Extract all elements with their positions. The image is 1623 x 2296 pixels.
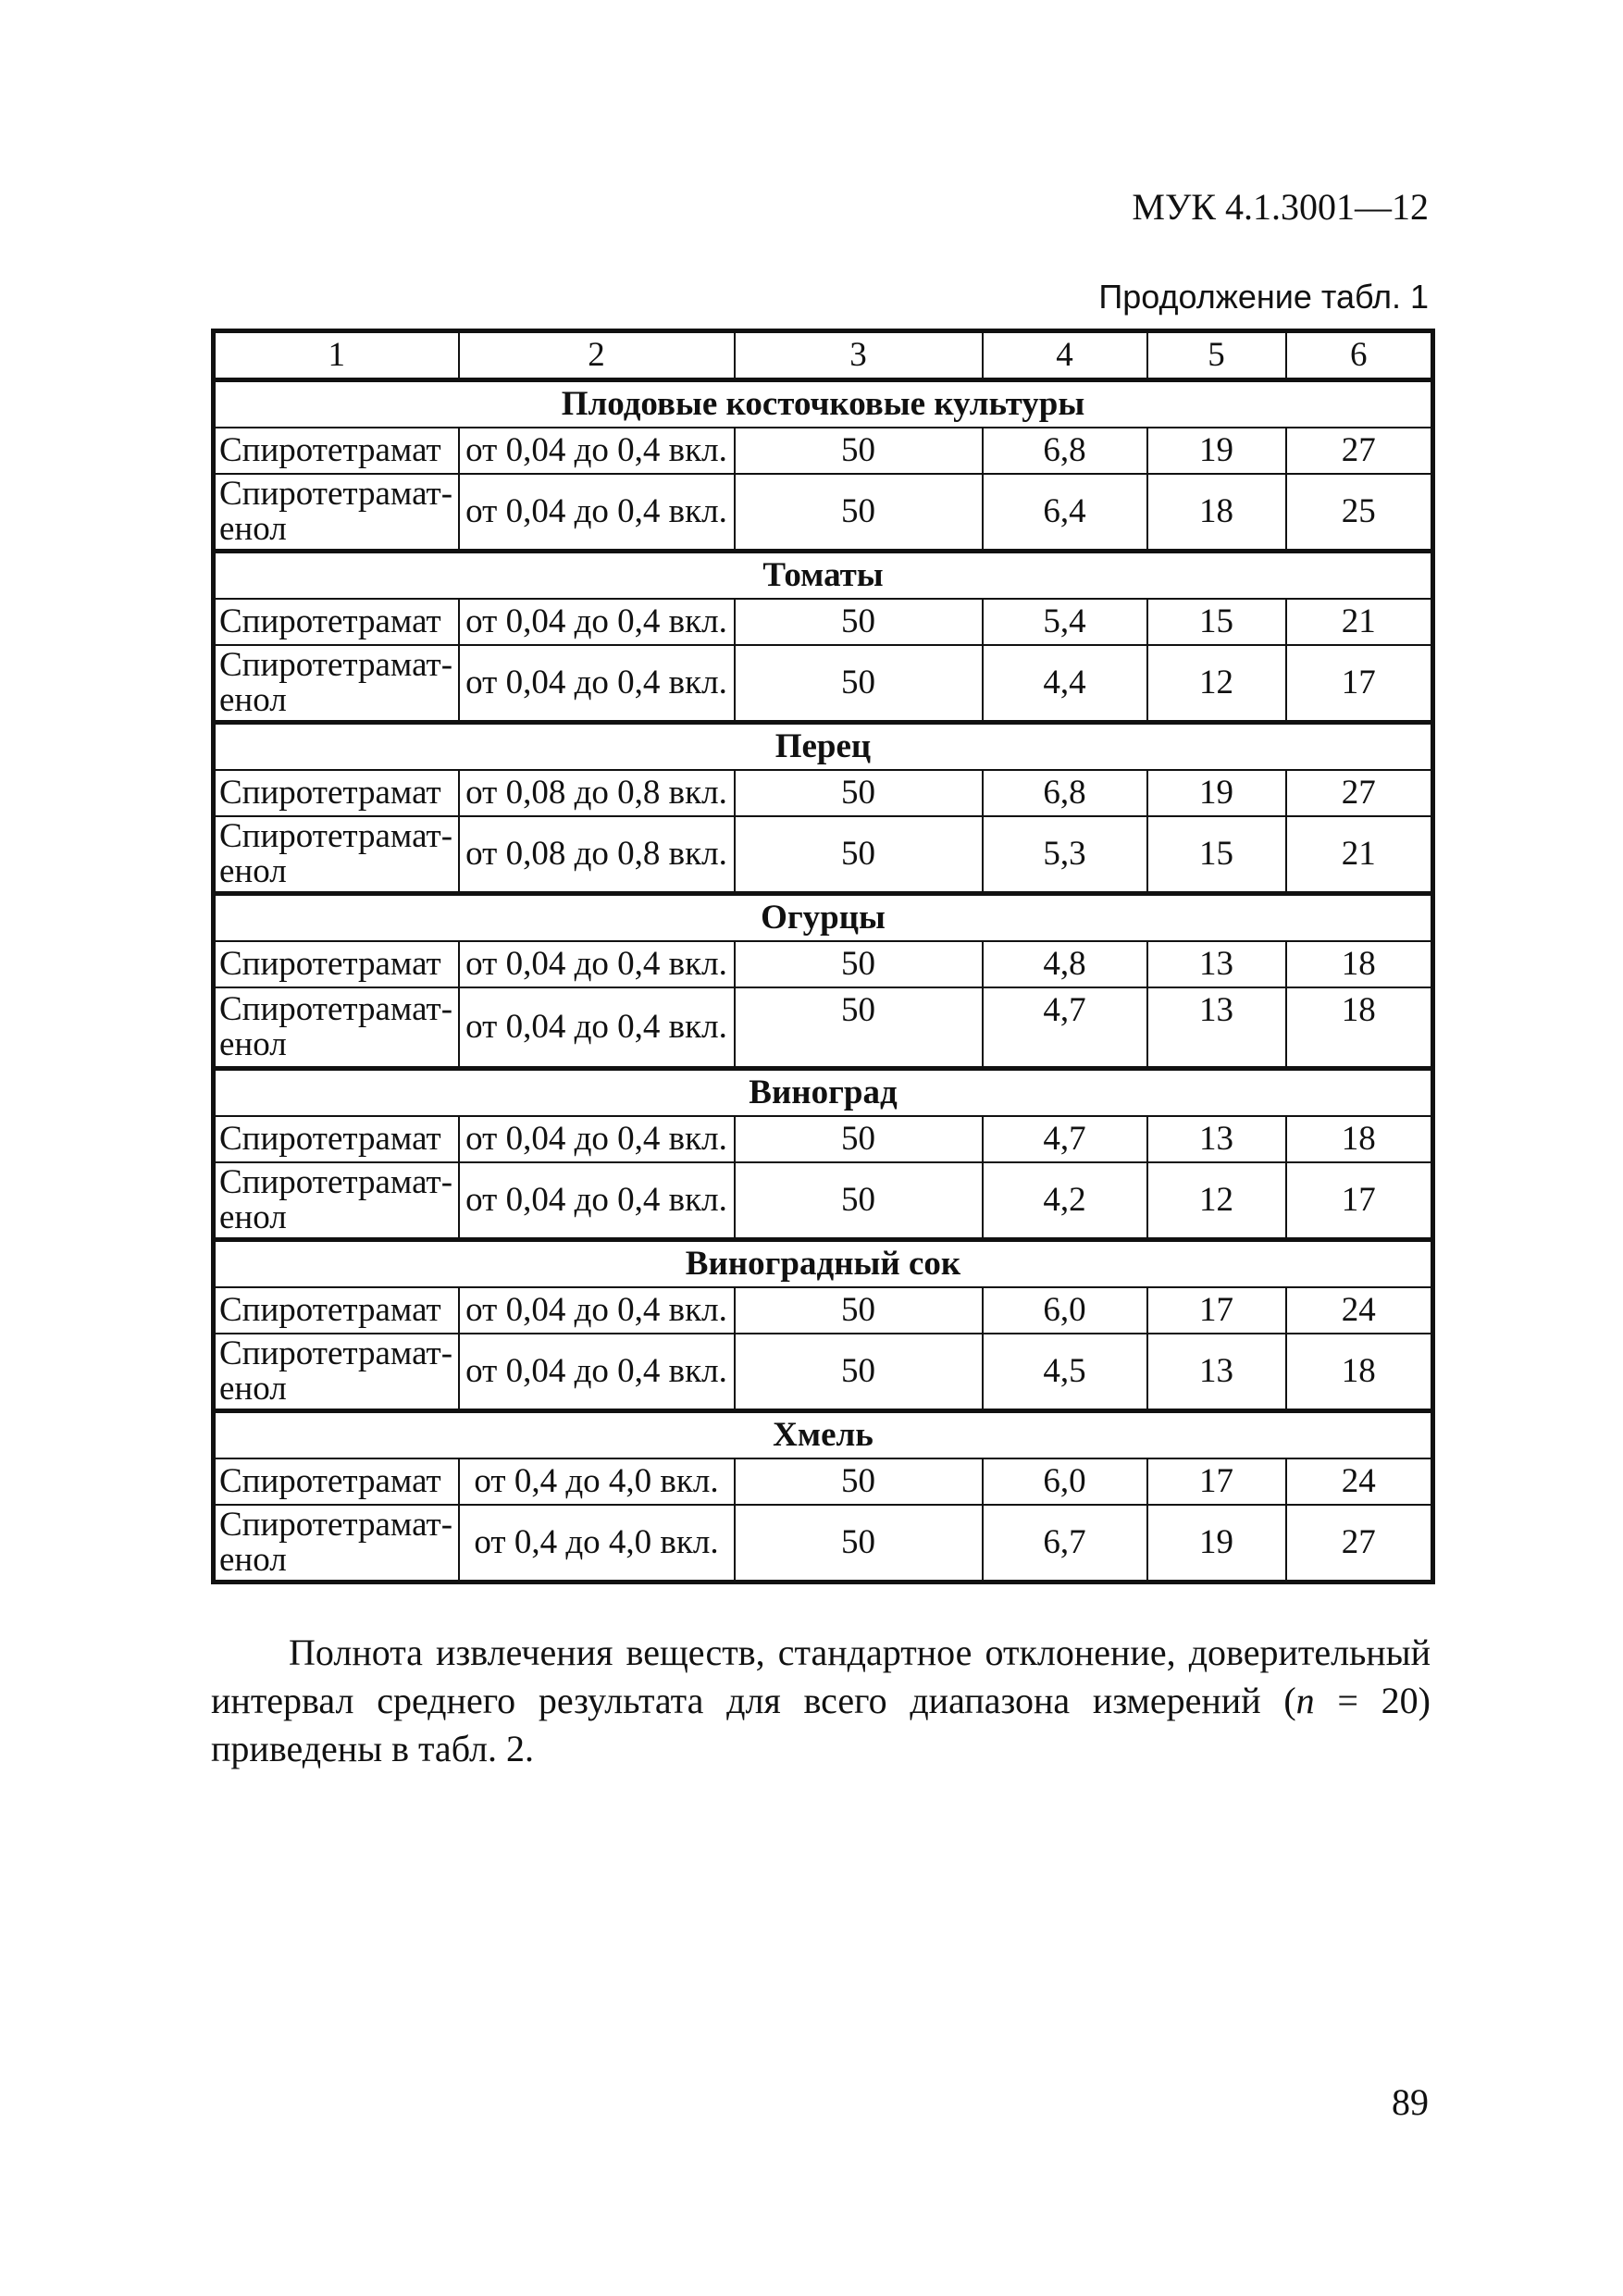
col5-cell: 12 [1147, 1162, 1286, 1240]
col4-cell: 6,8 [983, 770, 1147, 816]
col6-cell: 25 [1286, 474, 1433, 552]
compound-name-cell: Спиротетрамат [214, 941, 459, 987]
col4-cell: 6,7 [983, 1505, 1147, 1582]
table-row [214, 816, 1433, 894]
compound-name-cell: Спиротетрамат [214, 1458, 459, 1505]
compound-name-cell: Спиротетрамат [214, 599, 459, 645]
range-cell: от 0,08 до 0,8 вкл. [459, 816, 735, 894]
section-title: Виноградный сок [214, 1240, 1433, 1288]
paragraph-text-start: Полнота извлечения веществ, стандартное отклонение, доверительный интервал среднего результата для всего диапазона измерений ( [211, 1632, 1431, 1721]
col5-cell: 19 [1147, 1505, 1286, 1582]
col6-cell: 17 [1286, 645, 1433, 723]
col4-cell: 6,0 [983, 1458, 1147, 1505]
col4-cell: 4,2 [983, 1162, 1147, 1240]
col6-cell: 27 [1286, 428, 1433, 474]
compound-name-cell: Спиротетрамат [214, 428, 459, 474]
column-number: 1 [214, 331, 459, 380]
section-title: Томаты [214, 552, 1433, 600]
col4-cell: 6,4 [983, 474, 1147, 552]
col3-cell: 50 [735, 1505, 983, 1582]
col6-cell: 21 [1286, 599, 1433, 645]
column-number: 4 [983, 331, 1147, 380]
table-row [214, 474, 1433, 552]
table-row [214, 1162, 1433, 1240]
compound-name-cell: Спиротетрамат-енол [214, 1162, 459, 1240]
col3-cell: 50 [735, 474, 983, 552]
table-row [214, 1287, 1433, 1334]
col4-cell: 4,4 [983, 645, 1147, 723]
col6-cell: 24 [1286, 1458, 1433, 1505]
compound-name-cell: Спиротетрамат-енол [214, 645, 459, 723]
results-table-body [214, 331, 1433, 1582]
document-code: МУК 4.1.3001—12 [1132, 186, 1429, 228]
col5-cell: 13 [1147, 987, 1286, 1069]
range-cell: от 0,04 до 0,4 вкл. [459, 599, 735, 645]
column-number: 2 [459, 331, 735, 380]
column-number: 3 [735, 331, 983, 380]
col3-cell: 50 [735, 770, 983, 816]
col5-cell: 17 [1147, 1458, 1286, 1505]
col3-cell: 50 [735, 599, 983, 645]
table-row [214, 1116, 1433, 1162]
col4-cell: 4,8 [983, 941, 1147, 987]
col6-cell: 27 [1286, 770, 1433, 816]
section-title: Плодовые косточковые культуры [214, 380, 1433, 428]
col4-cell: 5,4 [983, 599, 1147, 645]
range-cell: от 0,04 до 0,4 вкл. [459, 1287, 735, 1334]
compound-name-cell: Спиротетрамат [214, 1116, 459, 1162]
range-cell: от 0,04 до 0,4 вкл. [459, 1162, 735, 1240]
col3-cell: 50 [735, 1162, 983, 1240]
col3-cell: 50 [735, 941, 983, 987]
table-caption: Продолжение табл. 1 [1098, 278, 1429, 316]
table-row [214, 599, 1433, 645]
range-cell: от 0,08 до 0,8 вкл. [459, 770, 735, 816]
compound-name-cell: Спиротетрамат-енол [214, 987, 459, 1069]
col3-cell: 50 [735, 816, 983, 894]
compound-name-cell: Спиротетрамат-енол [214, 816, 459, 894]
col5-cell: 13 [1147, 1334, 1286, 1411]
section-header-row [214, 1240, 1433, 1288]
section-title: Огурцы [214, 894, 1433, 942]
section-header-row [214, 552, 1433, 600]
col3-cell: 50 [735, 987, 983, 1069]
paragraph-text-end: = 20) приведены в табл. 2. [211, 1680, 1431, 1769]
table-row [214, 1334, 1433, 1411]
col5-cell: 13 [1147, 941, 1286, 987]
results-table [211, 329, 1435, 1584]
range-cell: от 0,4 до 4,0 вкл. [459, 1458, 735, 1505]
table-row [214, 428, 1433, 474]
range-cell: от 0,04 до 0,4 вкл. [459, 1116, 735, 1162]
col3-cell: 50 [735, 1334, 983, 1411]
col6-cell: 18 [1286, 941, 1433, 987]
col6-cell: 27 [1286, 1505, 1433, 1582]
col5-cell: 18 [1147, 474, 1286, 552]
section-header-row [214, 723, 1433, 771]
col5-cell: 17 [1147, 1287, 1286, 1334]
body-paragraph [211, 1629, 1431, 1773]
col3-cell: 50 [735, 1287, 983, 1334]
column-number: 6 [1286, 331, 1433, 380]
col5-cell: 15 [1147, 816, 1286, 894]
section-header-row [214, 894, 1433, 942]
page-number: 89 [1392, 2081, 1429, 2123]
table-row [214, 1505, 1433, 1582]
table-row [214, 770, 1433, 816]
col3-cell: 50 [735, 1116, 983, 1162]
range-cell: от 0,04 до 0,4 вкл. [459, 474, 735, 552]
range-cell: от 0,04 до 0,4 вкл. [459, 1334, 735, 1411]
table-row [214, 941, 1433, 987]
col6-cell: 21 [1286, 816, 1433, 894]
range-cell: от 0,04 до 0,4 вкл. [459, 987, 735, 1069]
variable-n: n [1295, 1680, 1315, 1721]
col4-cell: 4,7 [983, 1116, 1147, 1162]
col4-cell: 5,3 [983, 816, 1147, 894]
range-cell: от 0,04 до 0,4 вкл. [459, 428, 735, 474]
section-header-row [214, 380, 1433, 428]
col5-cell: 12 [1147, 645, 1286, 723]
compound-name-cell: Спиротетрамат [214, 770, 459, 816]
col6-cell: 17 [1286, 1162, 1433, 1240]
compound-name-cell: Спиротетрамат-енол [214, 1505, 459, 1582]
col5-cell: 19 [1147, 428, 1286, 474]
col4-cell: 4,5 [983, 1334, 1147, 1411]
col5-cell: 13 [1147, 1116, 1286, 1162]
col4-cell: 6,8 [983, 428, 1147, 474]
column-numbers-row [214, 331, 1433, 380]
section-title: Перец [214, 723, 1433, 771]
column-number: 5 [1147, 331, 1286, 380]
table-row [214, 645, 1433, 723]
col6-cell: 18 [1286, 1116, 1433, 1162]
compound-name-cell: Спиротетрамат [214, 1287, 459, 1334]
col3-cell: 50 [735, 645, 983, 723]
col6-cell: 24 [1286, 1287, 1433, 1334]
col5-cell: 19 [1147, 770, 1286, 816]
compound-name-cell: Спиротетрамат-енол [214, 1334, 459, 1411]
col3-cell: 50 [735, 1458, 983, 1505]
col4-cell: 6,0 [983, 1287, 1147, 1334]
compound-name-cell: Спиротетрамат-енол [214, 474, 459, 552]
section-header-row [214, 1411, 1433, 1459]
table-row [214, 987, 1433, 1069]
col4-cell: 4,7 [983, 987, 1147, 1069]
table-row [214, 1458, 1433, 1505]
col3-cell: 50 [735, 428, 983, 474]
col6-cell: 18 [1286, 1334, 1433, 1411]
range-cell: от 0,04 до 0,4 вкл. [459, 941, 735, 987]
range-cell: от 0,04 до 0,4 вкл. [459, 645, 735, 723]
range-cell: от 0,4 до 4,0 вкл. [459, 1505, 735, 1582]
col6-cell: 18 [1286, 987, 1433, 1069]
section-title: Виноград [214, 1069, 1433, 1117]
section-header-row [214, 1069, 1433, 1117]
col5-cell: 15 [1147, 599, 1286, 645]
section-title: Хмель [214, 1411, 1433, 1459]
